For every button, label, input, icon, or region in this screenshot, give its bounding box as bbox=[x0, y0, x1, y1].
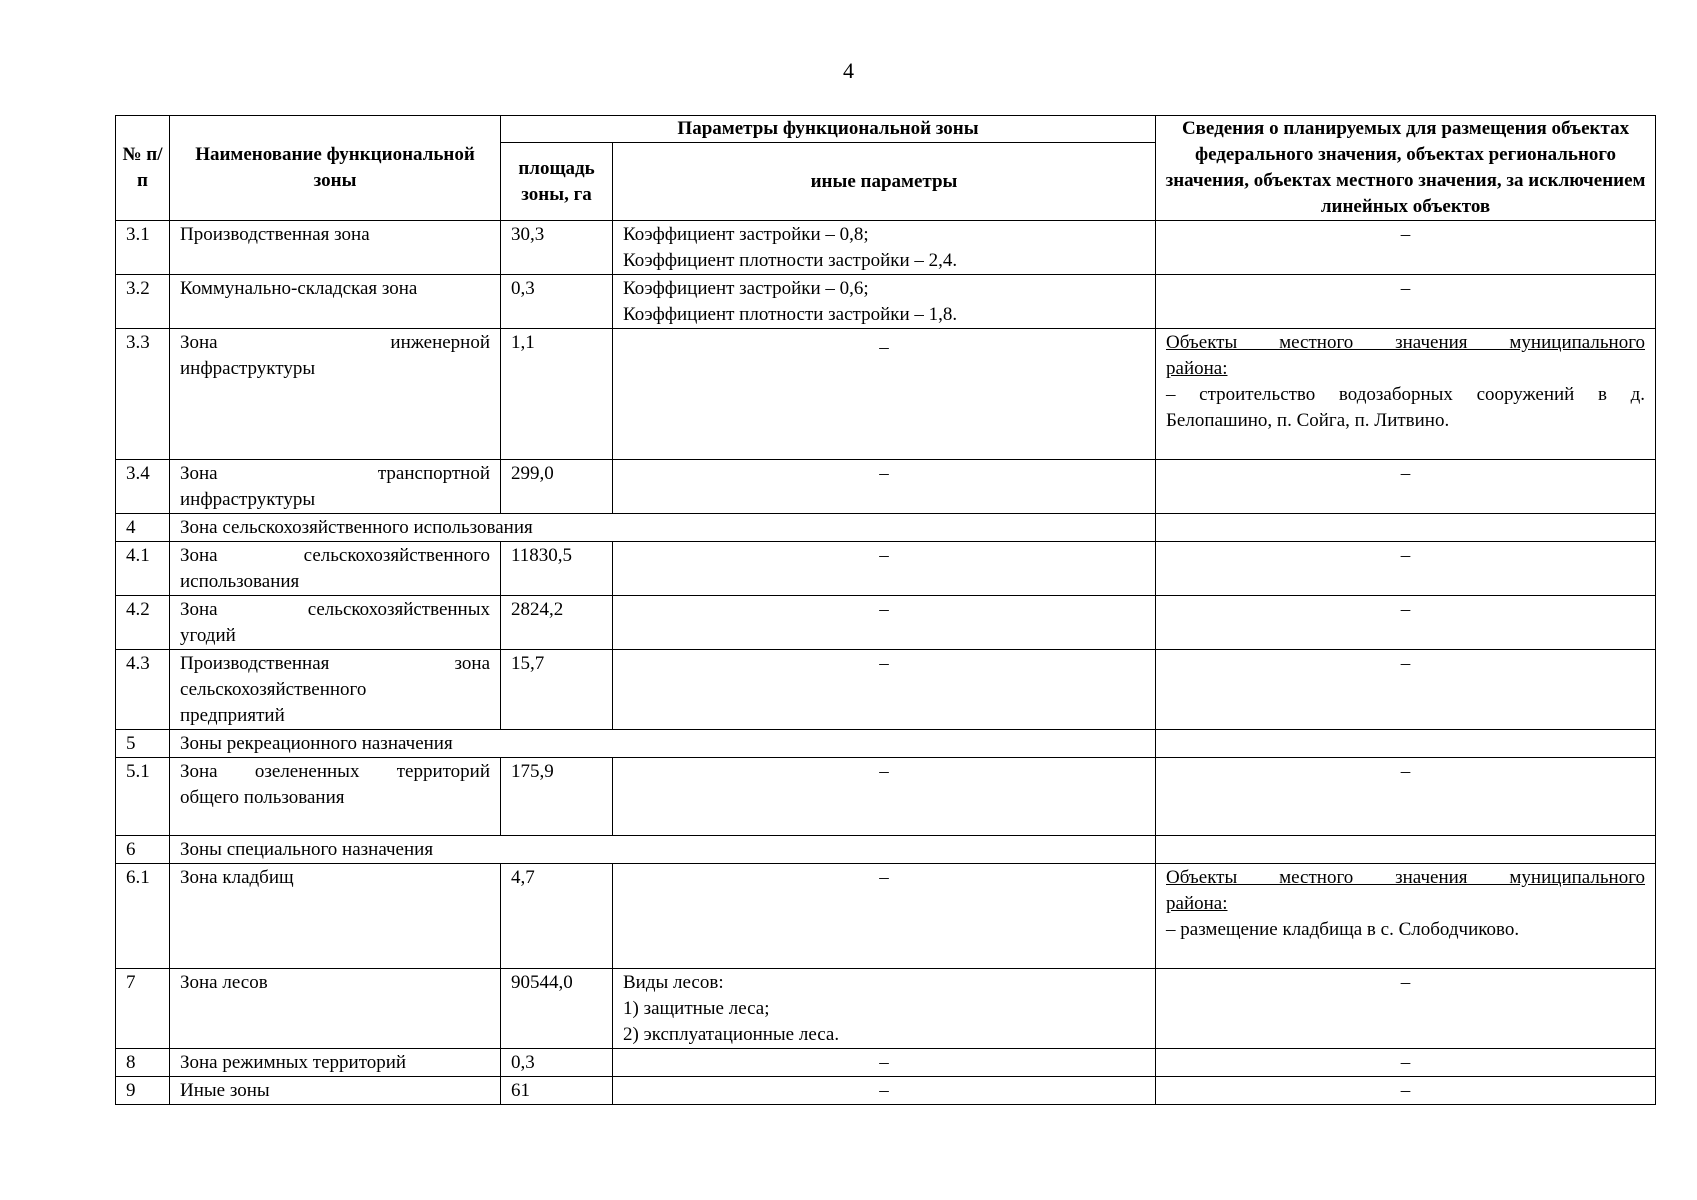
zone-name-line: инфраструктуры bbox=[180, 489, 316, 510]
objects-heading: района: bbox=[1166, 358, 1228, 379]
param-line: 1) защитные леса; bbox=[623, 998, 770, 1019]
objects-heading: Объекты местного значения муниципального bbox=[1166, 332, 1646, 353]
planned-objects bbox=[1156, 864, 1656, 969]
table-row bbox=[116, 275, 1656, 329]
planned-objects bbox=[1156, 329, 1656, 460]
zone-area: 299,0 bbox=[501, 460, 613, 514]
row-num: 5.1 bbox=[116, 758, 170, 836]
table-row bbox=[116, 329, 1656, 460]
table-row bbox=[116, 864, 1656, 969]
table-row bbox=[116, 650, 1656, 730]
planned-objects: – bbox=[1156, 596, 1656, 650]
zone-area: 2824,2 bbox=[501, 596, 613, 650]
zone-params: – bbox=[613, 460, 1156, 514]
table-row bbox=[116, 1077, 1656, 1105]
zone-params bbox=[613, 275, 1156, 329]
zone-name-line: общего пользования bbox=[180, 787, 345, 808]
planned-objects: – bbox=[1156, 758, 1656, 836]
row-num: 5 bbox=[116, 730, 170, 758]
table-row bbox=[116, 460, 1656, 514]
zone-name: Производственная зона bbox=[170, 221, 501, 275]
param-line: Коэффициент застройки – 0,6; bbox=[623, 278, 869, 299]
group-name: Зоны рекреационного назначения bbox=[170, 730, 1156, 758]
zone-name bbox=[170, 650, 501, 730]
row-num: 3.2 bbox=[116, 275, 170, 329]
row-num: 3.1 bbox=[116, 221, 170, 275]
zone-area: 11830,5 bbox=[501, 542, 613, 596]
table-row bbox=[116, 836, 1656, 864]
planned-objects bbox=[1156, 836, 1656, 864]
group-name: Зоны специального назначения bbox=[170, 836, 1156, 864]
planned-objects bbox=[1156, 730, 1656, 758]
header-zone-name: Наименование функциональной зоны bbox=[170, 116, 501, 221]
planned-objects: – bbox=[1156, 221, 1656, 275]
zone-params: – bbox=[613, 596, 1156, 650]
zone-name: Коммунально-складская зона bbox=[170, 275, 501, 329]
zone-area: 4,7 bbox=[501, 864, 613, 969]
zone-name bbox=[170, 758, 501, 836]
zone-name: Иные зоны bbox=[170, 1077, 501, 1105]
zone-params: – bbox=[613, 1077, 1156, 1105]
zone-area: 15,7 bbox=[501, 650, 613, 730]
table-row bbox=[116, 596, 1656, 650]
table-row bbox=[116, 514, 1656, 542]
param-line: Виды лесов: bbox=[623, 972, 724, 993]
row-num: 6 bbox=[116, 836, 170, 864]
planned-objects: – bbox=[1156, 1077, 1656, 1105]
row-num: 7 bbox=[116, 969, 170, 1049]
table-row bbox=[116, 542, 1656, 596]
objects-item: Белопашино, п. Сойга, п. Литвино. bbox=[1166, 410, 1450, 431]
planned-objects bbox=[1156, 514, 1656, 542]
zone-name: Зона лесов bbox=[170, 969, 501, 1049]
zone-name-line: использования bbox=[180, 571, 300, 592]
zone-name bbox=[170, 542, 501, 596]
objects-heading: района: bbox=[1166, 893, 1228, 914]
zone-params: – bbox=[613, 864, 1156, 969]
row-num: 3.3 bbox=[116, 329, 170, 460]
zone-area: 175,9 bbox=[501, 758, 613, 836]
zone-name-line: Производственная зона bbox=[180, 653, 490, 674]
zone-name bbox=[170, 596, 501, 650]
header-area: площадь зоны, га bbox=[501, 143, 613, 221]
zone-name-line: Зона озелененных территорий bbox=[180, 761, 490, 782]
planned-objects: – bbox=[1156, 460, 1656, 514]
zone-name-line: Зона сельскохозяйственного bbox=[180, 545, 490, 566]
header-params-group: Параметры функциональной зоны bbox=[501, 116, 1156, 143]
zone-params bbox=[613, 221, 1156, 275]
zone-params: – bbox=[613, 758, 1156, 836]
row-num: 4.1 bbox=[116, 542, 170, 596]
row-num: 4.3 bbox=[116, 650, 170, 730]
row-num: 3.4 bbox=[116, 460, 170, 514]
zone-name-line: угодий bbox=[180, 625, 236, 646]
zone-area: 30,3 bbox=[501, 221, 613, 275]
group-name: Зона сельскохозяйственного использования bbox=[170, 514, 1156, 542]
zone-name-line: Зона транспортной bbox=[180, 463, 490, 484]
header-planned-objects: Сведения о планируемых для размещения объектах федерального значения, объектах регионального значения, объектах местного значения, за исключением линейных объектов bbox=[1156, 116, 1656, 221]
row-num: 6.1 bbox=[116, 864, 170, 969]
planned-objects: – bbox=[1156, 969, 1656, 1049]
zone-params: – bbox=[613, 650, 1156, 730]
zone-params bbox=[613, 969, 1156, 1049]
objects-item: – размещение кладбища в с. Слободчиково. bbox=[1166, 919, 1520, 940]
zone-area: 90544,0 bbox=[501, 969, 613, 1049]
zone-name-line: Зона инженерной bbox=[180, 332, 490, 353]
zone-params: – bbox=[613, 542, 1156, 596]
header-other-params: иные параметры bbox=[613, 143, 1156, 221]
row-num: 4 bbox=[116, 514, 170, 542]
zone-name-line: Зона сельскохозяйственных bbox=[180, 599, 490, 620]
zone-area: 0,3 bbox=[501, 1049, 613, 1077]
page-number: 4 bbox=[843, 58, 854, 83]
zone-params: – bbox=[613, 1049, 1156, 1077]
zone-area: 61 bbox=[501, 1077, 613, 1105]
zone-params: – bbox=[613, 329, 1156, 460]
planned-objects: – bbox=[1156, 275, 1656, 329]
row-num: 8 bbox=[116, 1049, 170, 1077]
planned-objects: – bbox=[1156, 542, 1656, 596]
zone-name-line: предприятий bbox=[180, 705, 285, 726]
planned-objects: – bbox=[1156, 1049, 1656, 1077]
zone-name-line: инфраструктуры bbox=[180, 358, 316, 379]
table-row bbox=[116, 221, 1656, 275]
table-row bbox=[116, 730, 1656, 758]
zone-name-line: сельскохозяйственного bbox=[180, 679, 367, 700]
table-row bbox=[116, 758, 1656, 836]
param-line: 2) эксплуатационные леса. bbox=[623, 1024, 840, 1045]
zone-area: 0,3 bbox=[501, 275, 613, 329]
zone-name bbox=[170, 460, 501, 514]
zone-area: 1,1 bbox=[501, 329, 613, 460]
param-line: Коэффициент плотности застройки – 2,4. bbox=[623, 250, 958, 271]
zone-name: Зона режимных территорий bbox=[170, 1049, 501, 1077]
objects-heading: Объекты местного значения муниципального bbox=[1166, 867, 1646, 888]
objects-item: – строительство водозаборных сооружений в д. bbox=[1166, 384, 1646, 405]
header-num: № п/п bbox=[116, 116, 170, 221]
zone-name bbox=[170, 329, 501, 460]
table-row bbox=[116, 1049, 1656, 1077]
row-num: 9 bbox=[116, 1077, 170, 1105]
zone-name: Зона кладбищ bbox=[170, 864, 501, 969]
functional-zones-table bbox=[115, 115, 1656, 1105]
param-line: Коэффициент плотности застройки – 1,8. bbox=[623, 304, 958, 325]
param-line: Коэффициент застройки – 0,8; bbox=[623, 224, 869, 245]
table-row bbox=[116, 969, 1656, 1049]
planned-objects: – bbox=[1156, 650, 1656, 730]
row-num: 4.2 bbox=[116, 596, 170, 650]
